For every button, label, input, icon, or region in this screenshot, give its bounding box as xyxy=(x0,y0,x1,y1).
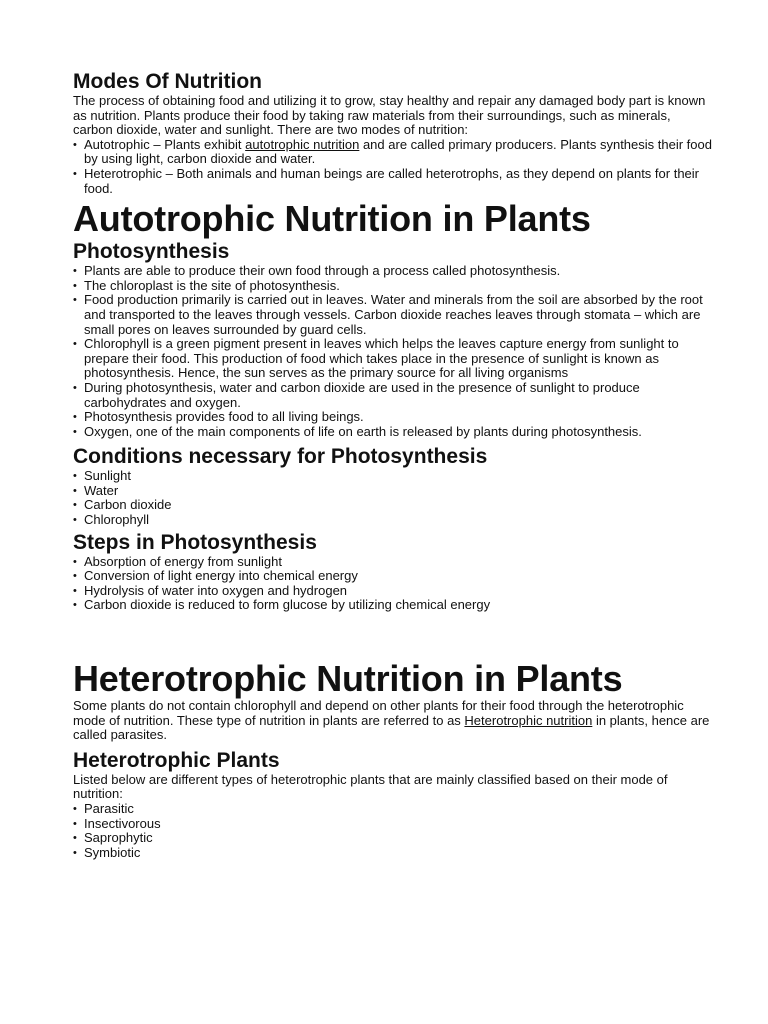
heterotrophic-plants-heading: Heterotrophic Plants xyxy=(73,748,280,772)
modes-list xyxy=(73,138,713,196)
list-item: • Photosynthesis provides food to all living beings. xyxy=(73,410,713,425)
list-item: • Sunlight xyxy=(73,469,713,484)
list-item: • Conversion of light energy into chemical energy xyxy=(73,569,713,584)
photosynthesis-list xyxy=(73,264,713,439)
heterotrophic-intro: Some plants do not contain chlorophyll and depend on other plants for their food through the heterotrophic mode of nutrition. These type of nutrition in plants are referred to as Heterotrophic nutrition in plants, hence are called parasites. xyxy=(73,698,710,743)
list-item: • Carbon dioxide is reduced to form glucose by utilizing chemical energy xyxy=(73,598,713,613)
list-item: • Absorption of energy from sunlight xyxy=(73,555,713,570)
conditions-list xyxy=(73,469,713,527)
list-item: • Food production primarily is carried out in leaves. Water and minerals from the soil are absorbed by the root and transported to the leaves through vessels. Carbon dioxide reaches leaves through stomata – which are small pores on leaves surrounded by guard cells. xyxy=(73,293,713,337)
heterotrophic-heading: Heterotrophic Nutrition in Plants xyxy=(73,658,623,700)
heterotrophic-nutrition-link[interactable]: Heterotrophic nutrition xyxy=(464,712,593,728)
steps-heading: Steps in Photosynthesis xyxy=(73,530,317,554)
list-item: • Insectivorous xyxy=(73,817,713,832)
list-item: • The chloroplast is the site of photosynthesis. xyxy=(73,279,713,294)
autotrophic-nutrition-link[interactable]: autotrophic nutrition xyxy=(245,136,360,152)
list-item: • Autotrophic – Plants exhibit autotrophic nutrition and are called primary producers. Plants synthesis their food by using light, carbon dioxide and water. xyxy=(73,138,713,167)
list-item: • Chlorophyll xyxy=(73,513,713,528)
list-item: • Water xyxy=(73,484,713,499)
conditions-heading: Conditions necessary for Photosynthesis xyxy=(73,445,488,469)
steps-list xyxy=(73,555,713,613)
list-item: • During photosynthesis, water and carbon dioxide are used in the presence of sunlight to produce carbohydrates and oxygen. xyxy=(73,381,713,410)
document-page xyxy=(73,70,713,860)
list-item: • Heterotrophic – Both animals and human beings are called heterotrophs, as they depend on plants for their food. xyxy=(73,167,713,196)
heterotrophic-plants-intro: Listed below are different types of heterotrophic plants that are mainly classified based on their mode of nutrition: xyxy=(73,771,668,802)
list-item: • Chlorophyll is a green pigment present in leaves which helps the leaves capture energy from sunlight to prepare their food. This production of food which takes place in the presence of sunlight is known as photosynthesis. Hence, the sun serves as the primary source for all living organisms xyxy=(73,337,713,381)
heterotrophic-plants-list xyxy=(73,802,713,860)
modes-intro: The process of obtaining food and utilizing it to grow, stay healthy and repair any damaged body part is known as nutrition. Plants produce their food by taking raw materials from their surroundings, such as minerals, carbon dioxide, water and sunlight. There are two modes of nutrition: xyxy=(73,93,706,138)
autotrophic-heading: Autotrophic Nutrition in Plants xyxy=(73,198,591,240)
list-item: • Parasitic xyxy=(73,802,713,817)
photosynthesis-heading: Photosynthesis xyxy=(73,240,230,264)
list-item: • Symbiotic xyxy=(73,846,713,861)
list-item: • Oxygen, one of the main components of life on earth is released by plants during photosynthesis. xyxy=(73,425,713,440)
list-item: • Carbon dioxide xyxy=(73,498,713,513)
list-item: • Plants are able to produce their own food through a process called photosynthesis. xyxy=(73,264,713,279)
modes-heading: Modes Of Nutrition xyxy=(73,70,262,93)
list-item: • Saprophytic xyxy=(73,831,713,846)
list-item: • Hydrolysis of water into oxygen and hydrogen xyxy=(73,584,713,599)
